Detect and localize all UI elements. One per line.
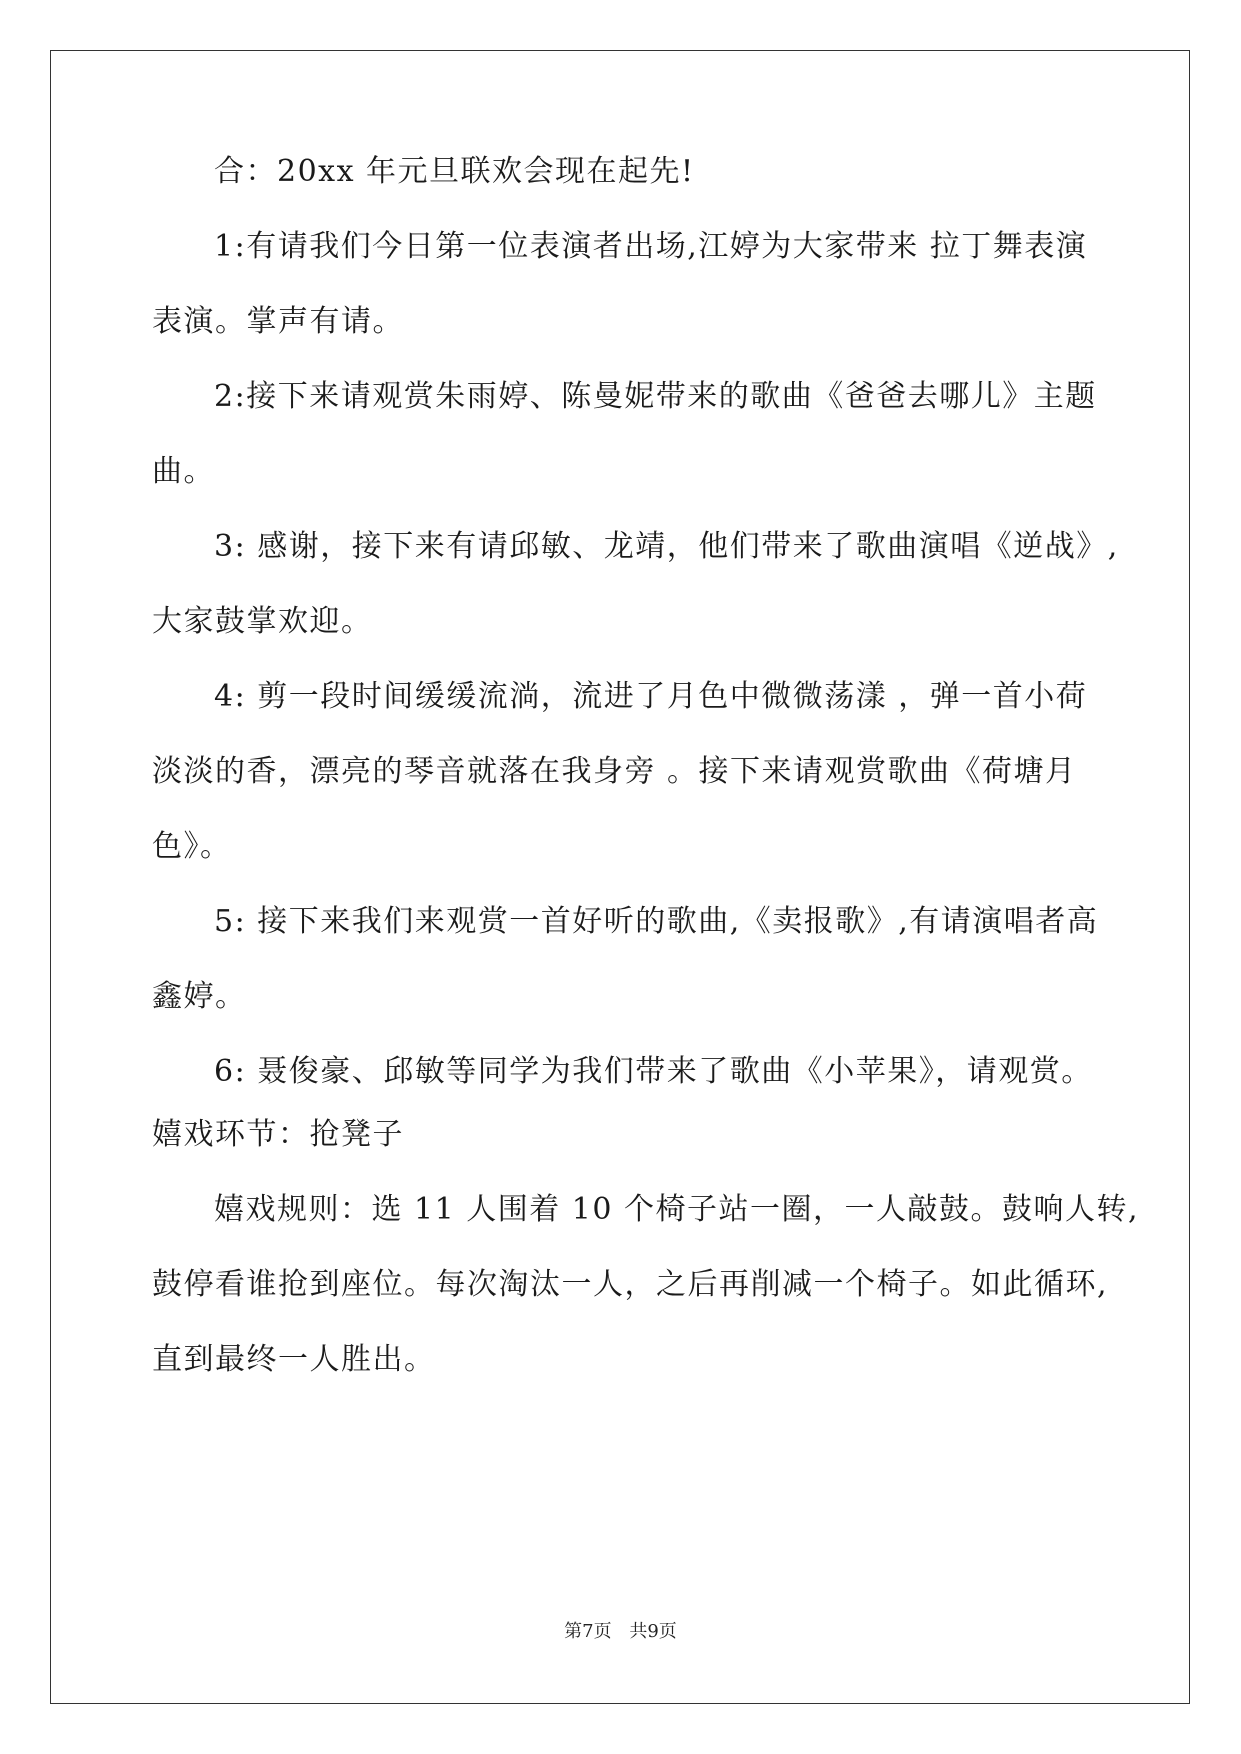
text-line-game-rules-cont-2: 直到最终一人胜出。	[152, 1342, 436, 1377]
page-border	[50, 50, 1190, 1704]
text-line-act-4-cont-2: 色》。	[152, 829, 232, 864]
text-line-act-6: 6: 聂俊豪、邱敏等同学为我们带来了歌曲《小苹果》，请观赏。	[214, 1054, 1093, 1089]
text-line-act-2: 2:接下来请观赏朱雨婷、陈曼妮带来的歌曲《爸爸去哪儿》主题	[214, 379, 1097, 414]
text-line-game-rules-cont: 鼓停看谁抢到座位。每次淘汰一人，之后再削减一个椅子。如此循环,	[152, 1267, 1109, 1302]
text-line-act-1: 1:有请我们今日第一位表演者出场,江婷为大家带来 拉丁舞表演	[214, 229, 1088, 264]
text-line-opening: 合：20xx 年元旦联欢会现在起先!	[214, 154, 695, 189]
text-line-act-4: 4: 剪一段时间缓缓流淌，流进了月色中微微荡漾 ，弹一首小荷	[214, 679, 1088, 714]
text-line-act-2-cont: 曲。	[152, 454, 215, 489]
page-footer	[0, 1620, 1241, 1644]
text-line-act-5: 5: 接下来我们来观赏一首好听的歌曲,《卖报歌》,有请演唱者高	[214, 904, 1099, 939]
text-line-game-rules: 嬉戏规则：选 11 人围着 10 个椅子站一圈，一人敲鼓。鼓响人转,	[214, 1192, 1140, 1227]
section-heading-game: 嬉戏环节：抢凳子	[152, 1117, 404, 1152]
text-line-act-1-cont: 表演。掌声有请。	[152, 304, 404, 339]
page-number-current: 第7页	[564, 1621, 612, 1642]
text-line-act-3: 3: 感谢，接下来有请邱敏、龙靖，他们带来了歌曲演唱《逆战》,	[214, 529, 1119, 564]
page-number-total: 共9页	[629, 1621, 677, 1642]
text-line-act-5-cont: 鑫婷。	[152, 979, 247, 1014]
text-line-act-4-cont: 淡淡的香，漂亮的琴音就落在我身旁 。接下来请观赏歌曲《荷塘月	[152, 754, 1077, 789]
text-line-act-3-cont: 大家鼓掌欢迎。	[152, 604, 373, 639]
